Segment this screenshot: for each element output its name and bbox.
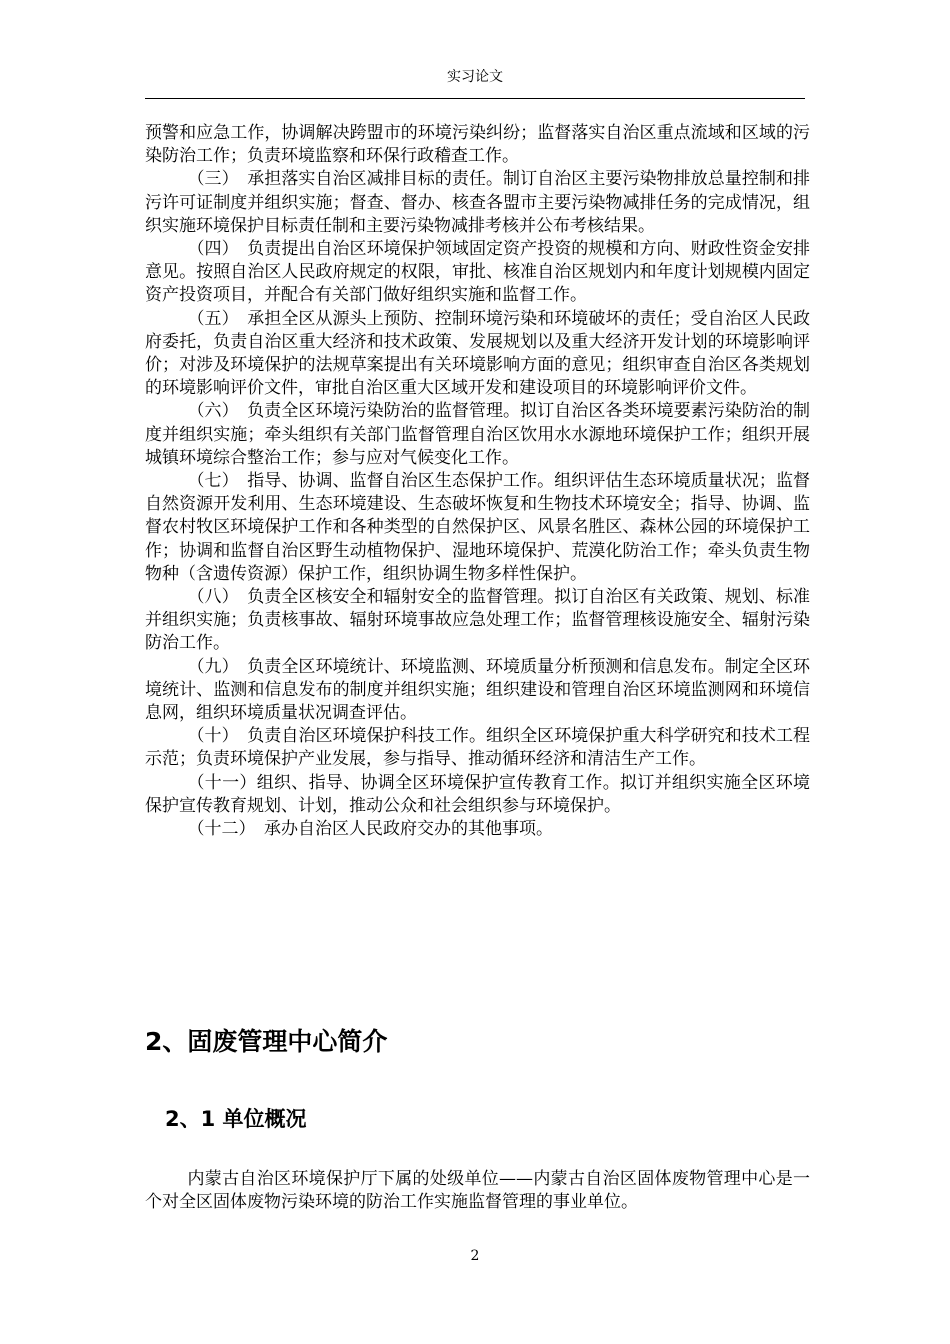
list-item: （八） 负责全区核安全和辐射安全的监督管理。拟订自治区有关政策、规划、标准并组织实施；负责核事故、辐射环境事故应急处理工作；监督管理核设施安全、辐射污染防治工作。 [145,587,810,654]
list-item: （四） 负责提出自治区环境保护领域固定资产投资的规模和方向、财政性资金安排意见。按照自治区人民政府规定的权限，审批、核准自治区规划内和年度计划规模内固定资产投资项目，并配合有关部门做好组织实施和监督工作。 [145,239,810,306]
header-divider [145,98,805,99]
list-item: （十二） 承办自治区人民政府交办的其他事项。 [187,819,553,840]
list-item: （六） 负责全区环境污染防治的监督管理。拟订自治区各类环境要素污染防治的制度并组织实施；牵头组织有关部门监督管理自治区饮用水水源地环境保护工作；组织开展城镇环境综合整治工作；参与应对气候变化工作。 [145,401,810,468]
list-item: （十） 负责自治区环境保护科技工作。组织全区环境保护重大科学研究和技术工程示范；负责环境保护产业发展，参与指导、推动循环经济和清洁生产工作。 [145,726,810,770]
section-body [145,1168,810,1214]
body-text [145,122,810,841]
section-heading: 2、固废管理中心简介 [145,1027,388,1056]
running-header: 实习论文 [447,69,503,85]
list-item: （十一）组织、指导、协调全区环境保护宣传教育工作。拟订并组织实施全区环境保护宣传教育规划、计划，推动公众和社会组织参与环境保护。 [145,772,810,816]
section-paragraph: 内蒙古自治区环境保护厅下属的处级单位——内蒙古自治区固体废物管理中心是一个对全区固体废物污染环境的防治工作实施监督管理的事业单位。 [145,1169,810,1213]
list-item: （七） 指导、协调、监督自治区生态保护工作。组织评估生态环境质量状况；监督自然资源开发利用、生态环境建设、生态破坏恢复和生物技术环境安全；指导、协调、监督农村牧区环境保护工作和各种类型的自然保护区、风景名胜区、森林公园的环境保护工作；协调和监督自治区野生动植物保护、湿地环境保护、荒漠化防治工作；牵头负责生物物种（含遗传资源）保护工作，组织协调生物多样性保护。 [145,471,810,584]
page-number: 2 [470,1248,480,1264]
list-item: （九） 负责全区环境统计、环境监测、环境质量分析预测和信息发布。制定全区环境统计、监测和信息发布的制度并组织实施；组织建设和管理自治区环境监测网和环境信息网，组织环境质量状况调查评估。 [145,656,810,724]
subsection-heading: 2、1 单位概况 [165,1107,307,1131]
list-item: （五） 承担全区从源头上预防、控制环境污染和环境破坏的责任；受自治区人民政府委托，负责自治区重大经济和技术政策、发展规划以及重大经济开发计划的环境影响评价；对涉及环境保护的法规草案提出有关环境影响方面的意见；组织审查自治区各类规划的环境影响评价文件，审批自治区重大区域开发和建设项目的环境影响评价文件。 [145,308,810,399]
list-item: （三） 承担落实自治区减排目标的责任。制订自治区主要污染物排放总量控制和排污许可证制度并组织实施；督查、督办、核查各盟市主要污染物减排任务的完成情况，组织实施环境保护目标责任制和主要污染物减排考核并公布考核结果。 [145,169,810,236]
continuation-paragraph: 预警和应急工作，协调解决跨盟市的环境污染纠纷；监督落实自治区重点流域和区域的污染防治工作；负责环境监察和环保行政稽查工作。 [145,123,810,167]
